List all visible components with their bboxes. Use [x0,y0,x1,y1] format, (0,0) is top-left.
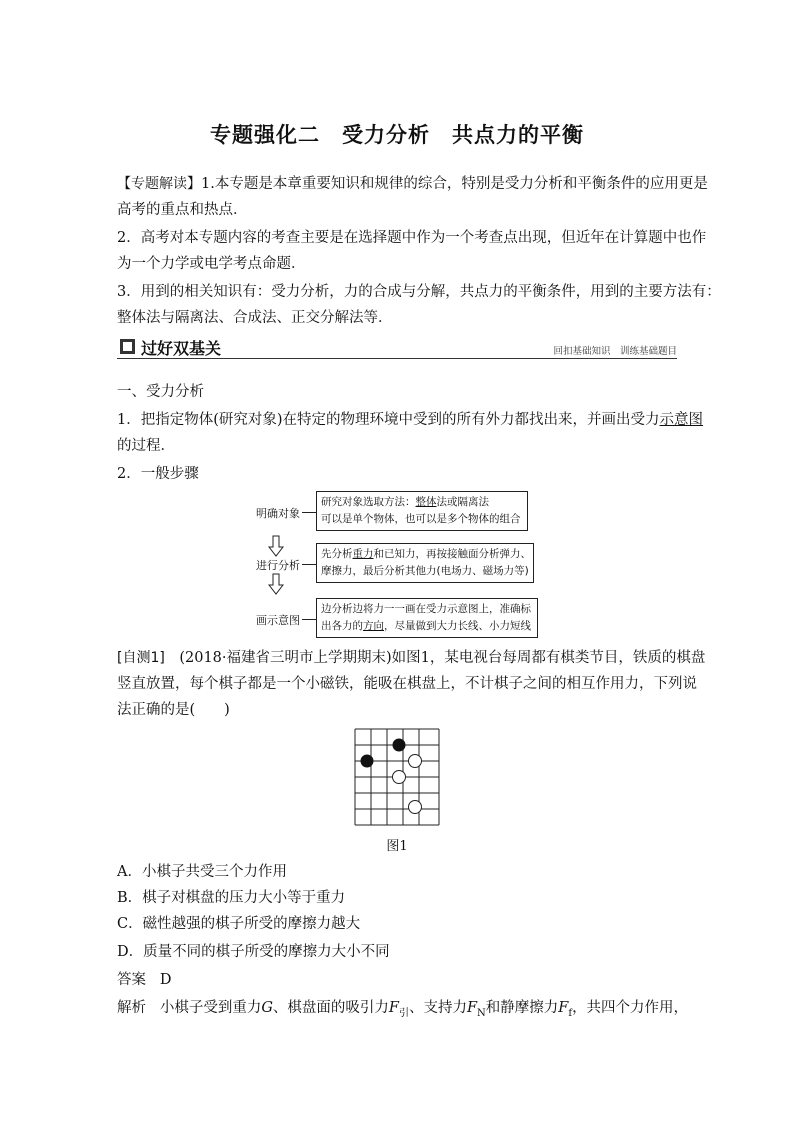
item-text: 1．把指定物体(研究对象)在特定的物理环境中受到的所有外力都找出来，并画出受力 [117,412,660,428]
intro-line: 高考的重点和热点． [117,202,248,218]
option-c: C．磁性越强的棋子所受的摩擦力越大 [117,916,361,932]
square-bullet-icon [120,339,135,354]
down-arrow-icon [268,535,284,557]
connector-line [302,619,316,620]
flow-box-3: 边分析边将力一一画在受力示意图上，准确标 出各力的方向，尽量做到大力长线、小力短线 [316,598,538,638]
white-stone [409,755,422,768]
option-b: B．棋子对棋盘的压力大小等于重力 [117,890,346,906]
white-stone [409,801,422,814]
figure-caption: 图1 [386,839,408,854]
connector-line [302,512,316,513]
intro-tag: 【专题解读】 [117,176,201,192]
intro-text: 1.本专题是本章重要知识和规律的综合，特别是受力分析和平衡条件的应用更是 [201,176,708,192]
item-1-line-1 [117,410,704,430]
black-stone [361,755,374,768]
connector-line [302,564,316,565]
section-title: 过好双基关 [141,339,222,358]
section-subtitle: 回扣基础知识 训练基础题目 [553,346,677,357]
page-title: 专题强化二 受力分析 共点力的平衡 [210,123,584,147]
intro-line: 为一个力学或电学考点命题． [117,256,306,272]
white-stone [393,771,406,784]
item-2: 2．一般步骤 [117,466,199,482]
answer-label: 答案 [117,972,146,988]
question-line-1 [117,648,706,668]
intro-line: 3．用到的相关知识有：受力分析，力的合成与分解，共点力的平衡条件，用到的主要方法有： [117,284,721,300]
option-a: A．小棋子共受三个力作用 [117,864,287,880]
intro-line: 整体法与隔离法、合成法、正交分解法等． [117,310,393,326]
question-line-2: 竖直放置，每个棋子都是一个小磁铁，能吸在棋盘上，不计棋子之间的相互作用力，下列说 [117,676,697,692]
intro-line: 2．高考对本专题内容的考查主要是在选择题中作为一个考查点出现，但近年在计算题中也作 [117,230,707,246]
analysis-line: 解析 小棋子受到重力G、棋盘面的吸引力$F_引$、支持力$F_N$和静摩擦力$F_f$，共四个力作用， [117,1000,689,1019]
flow-box-1: 研究对象选取方法：整体法或隔离法 可以是单个物体，也可以是多个物体的组合 [316,491,528,531]
question-text: (2018·福建省三明市上学期期末)如图1，某电视台每周都有棋类节目，铁质的棋盘 [164,650,706,666]
item-1-line-2: 的过程． [117,438,175,454]
down-arrow-icon [268,573,284,595]
go-board-figure [352,727,442,827]
part-heading: 一、受力分析 [117,384,204,400]
flow-box-2: 先分析重力和已知力，再按接触面分析弹力、 摩擦力，最后分析其他力(电场力、磁场力等) [316,543,534,583]
question-line-3: 法正确的是( ) [117,702,230,718]
option-d: D．质量不同的棋子所受的摩擦力大小不同 [117,944,390,960]
flow-label-2: 进行分析 [256,559,300,572]
analysis-label: 解析 [117,1000,146,1016]
answer-value: D [159,972,172,988]
black-stone [393,739,406,752]
underlined-term: 示意图 [659,412,704,428]
flow-label-3: 画示意图 [256,614,300,627]
intro-paragraph-1 [117,174,708,194]
answer-line [117,970,682,990]
question-tag: [自测1] [117,650,165,666]
flow-label-1: 明确对象 [256,507,300,520]
